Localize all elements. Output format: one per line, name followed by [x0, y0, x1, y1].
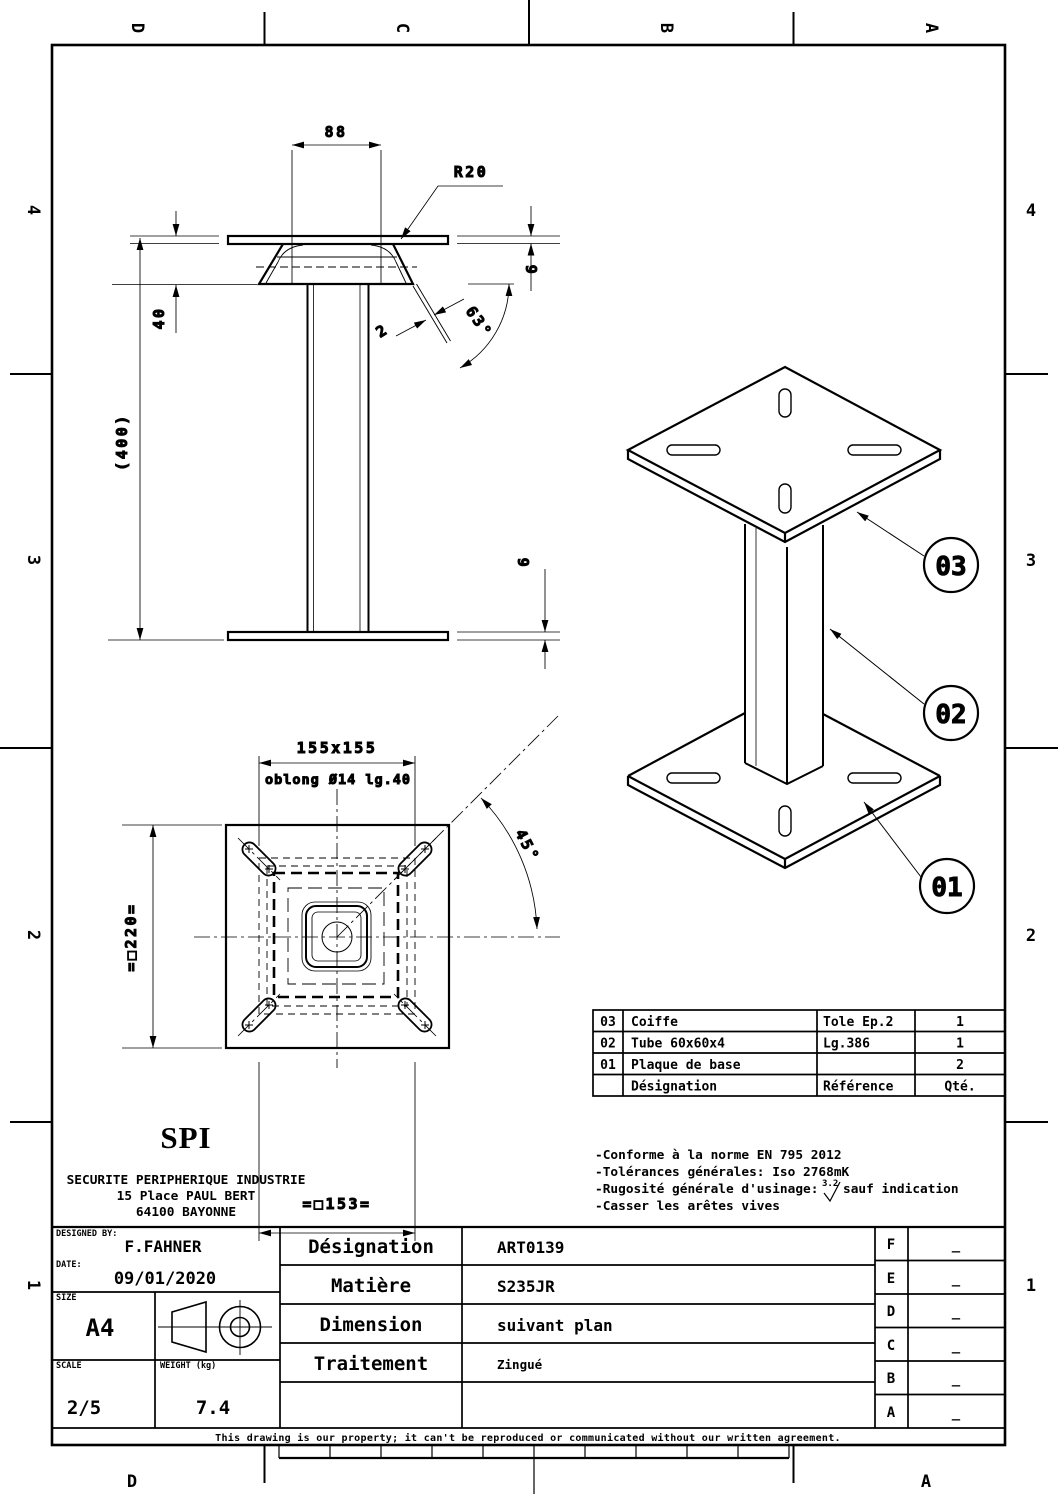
- rev-letter-a: A: [886, 1405, 896, 1421]
- dim-plate-width-220: =□220=: [122, 902, 140, 972]
- dim-cone-angle-63: 63°: [461, 302, 497, 342]
- part-row-reference: Tole Ep.2: [823, 1015, 894, 1030]
- notes: [595, 1148, 959, 1214]
- dim-sheet-thickness-2: 2: [372, 320, 393, 342]
- row-label-matiere: Matière: [330, 1275, 412, 1297]
- parts-header-reference: Référence: [823, 1079, 894, 1095]
- zone-top-d: D: [127, 22, 147, 34]
- front-view: [108, 123, 560, 669]
- zone-right-2: 2: [1025, 926, 1037, 946]
- row-label-dimension: Dimension: [319, 1314, 423, 1336]
- part-row-qty: 1: [956, 1036, 964, 1052]
- dim-top-plate-thickness-6: 6: [523, 262, 541, 274]
- title-block: [52, 1227, 1005, 1444]
- part-row-designation: Plaque de base: [631, 1058, 741, 1073]
- zone-left-3: 3: [23, 554, 43, 566]
- weight-label: WEIGHT (kg): [160, 1361, 217, 1371]
- rev-letter-e: E: [886, 1271, 896, 1287]
- dim-width-88: 88: [324, 123, 348, 141]
- dim-base-plate-thickness-6: 6: [515, 555, 533, 567]
- designed-by-value: F.FAHNER: [124, 1237, 202, 1256]
- dim-cap-height-40: 40: [150, 306, 168, 330]
- part-row-no: 03: [600, 1015, 616, 1030]
- dim-slot-pattern-155: 155x155: [296, 739, 378, 757]
- projection-symbol-icon: [158, 1300, 272, 1355]
- scale-value: 2/5: [66, 1397, 102, 1419]
- part-row-reference: Lg.386: [823, 1036, 870, 1052]
- part-row-designation: Tube 60x60x4: [631, 1036, 725, 1052]
- company-name: SECURITE PERIPHERIQUE INDUSTRIE: [66, 1173, 306, 1188]
- weight-value: 7.4: [195, 1397, 231, 1419]
- ruler-ticks: [279, 1446, 789, 1494]
- zone-right-1: 1: [1025, 1276, 1037, 1296]
- scale-label: SCALE: [56, 1361, 82, 1371]
- dim-slot-note: oblong Ø14 lg.40: [264, 772, 412, 788]
- iso-view: [628, 367, 978, 913]
- zone-left-4: 4: [23, 204, 43, 216]
- rev-letter-d: D: [886, 1304, 896, 1320]
- rev-value-d: _: [951, 1304, 961, 1320]
- part-row-no: 01: [600, 1058, 616, 1073]
- dim-overall-height-400: (400): [113, 413, 131, 471]
- balloon-leaders: [830, 512, 924, 877]
- dim-fold-square-153: =□153=: [302, 1195, 372, 1213]
- zone-right-3: 3: [1025, 551, 1037, 571]
- rev-letter-c: C: [886, 1338, 896, 1354]
- zone-top-a: A: [921, 22, 941, 34]
- rev-letter-f: F: [886, 1237, 896, 1253]
- note-edges: -Casser les arêtes vives: [595, 1199, 780, 1214]
- front-dimension-lines: [140, 145, 545, 669]
- part-row-qty: 2: [956, 1058, 964, 1073]
- plan-dimension-lines: [153, 763, 537, 1233]
- zone-right-4: 4: [1025, 201, 1037, 221]
- part-row-no: 02: [600, 1036, 616, 1052]
- size-label: SIZE: [56, 1293, 77, 1303]
- row-label-traitement: Traitement: [313, 1353, 429, 1375]
- dim-slot-angle-45: 45°: [511, 826, 544, 866]
- row-value-traitement: Zingué: [497, 1357, 543, 1372]
- part-row-designation: Coiffe: [631, 1015, 678, 1030]
- rev-value-f: _: [951, 1237, 961, 1253]
- balloon-02: 02: [935, 700, 967, 730]
- row-value-matiere: S235JR: [497, 1277, 555, 1296]
- property-notice: This drawing is our property; it can't be reproduced or communicated without our written agreement.: [215, 1433, 841, 1444]
- zone-left-1: 1: [23, 1279, 43, 1291]
- rev-value-c: _: [951, 1338, 961, 1354]
- note-roughness-pre: -Rugosité générale d'usinage:: [595, 1182, 819, 1197]
- zone-bottom-a: A: [920, 1472, 932, 1492]
- balloon-01: 01: [931, 873, 963, 903]
- parts-header-qty: Qté.: [944, 1079, 976, 1095]
- zone-top-b: B: [656, 22, 676, 34]
- row-value-designation: ART0139: [497, 1238, 565, 1257]
- rev-value-e: _: [951, 1271, 961, 1287]
- rev-value-b: _: [951, 1371, 961, 1387]
- plan-view: [122, 716, 560, 1241]
- parts-table: [593, 1010, 1005, 1096]
- date-label: DATE:: [56, 1260, 82, 1270]
- rev-letter-b: B: [886, 1371, 896, 1387]
- roughness-value: 3.2: [822, 1179, 839, 1189]
- balloon-03: 03: [935, 552, 967, 582]
- note-norm: -Conforme à la norme EN 795 2012: [595, 1148, 842, 1163]
- row-value-dimension: suivant plan: [497, 1316, 613, 1335]
- company-block: [67, 1120, 306, 1220]
- zone-top-c: C: [392, 22, 412, 34]
- note-roughness-post: sauf indication: [843, 1182, 959, 1197]
- note-tolerances: -Tolérances générales: Iso 2768mK: [595, 1165, 850, 1180]
- iso-top-slots: [667, 389, 901, 513]
- row-label-designation: Désignation: [308, 1236, 434, 1258]
- size-value: A4: [85, 1314, 115, 1342]
- zone-left-2: 2: [23, 929, 43, 941]
- parts-header-designation: Désignation: [631, 1079, 718, 1095]
- company-address-1: 15 Place PAUL BERT: [116, 1189, 256, 1204]
- dim-radius-r20: R20: [453, 163, 489, 181]
- designed-by-label: DESIGNED BY:: [56, 1229, 118, 1239]
- company-address-2: 64100 BAYONNE: [135, 1205, 237, 1220]
- rev-value-a: _: [951, 1405, 961, 1421]
- company-logo: SPI: [160, 1120, 212, 1155]
- zone-bottom-d: D: [126, 1472, 138, 1492]
- date-value: 09/01/2020: [113, 1269, 217, 1289]
- part-row-qty: 1: [956, 1015, 964, 1030]
